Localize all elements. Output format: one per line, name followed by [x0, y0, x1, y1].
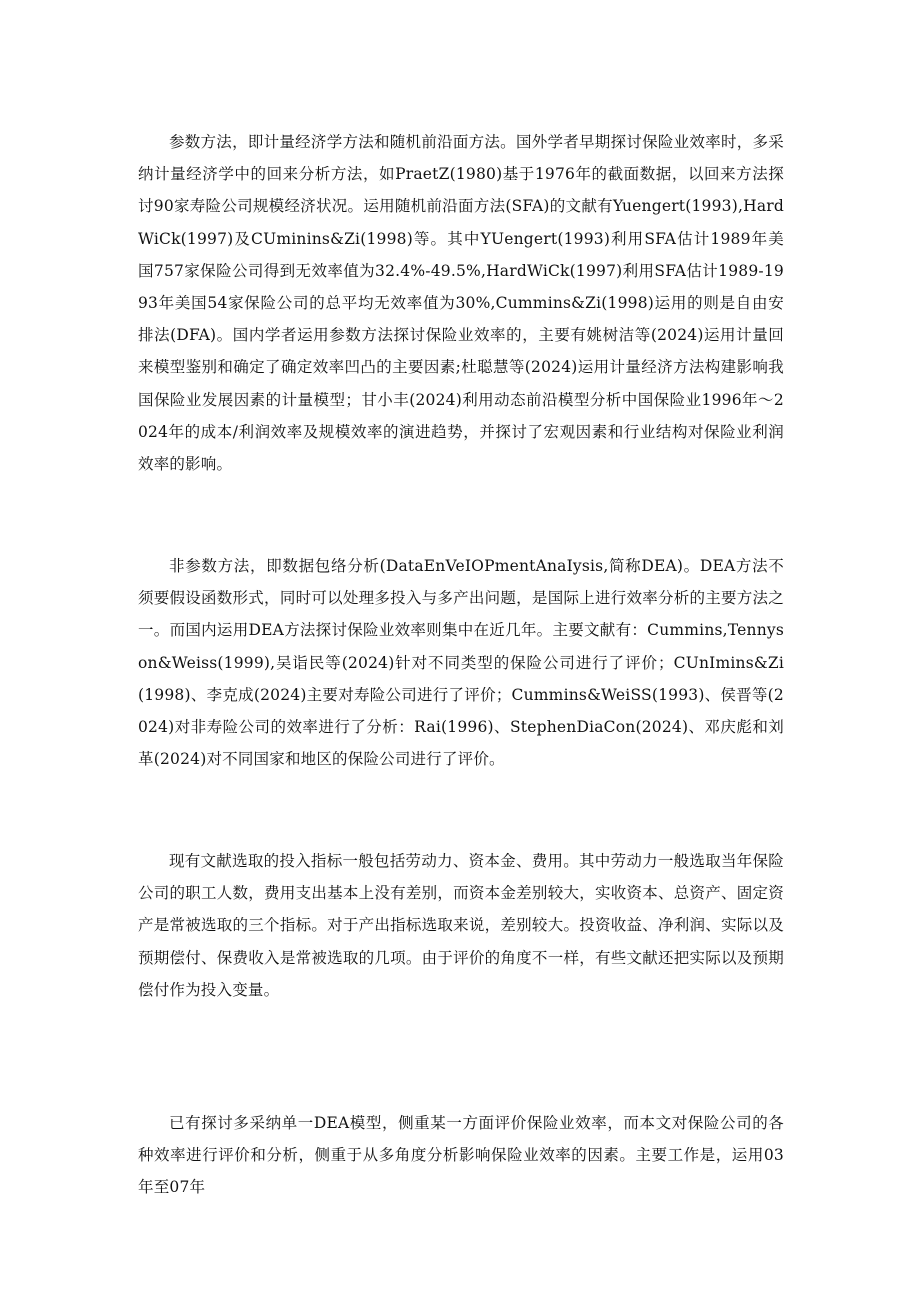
paragraph-research-approach: 已有探讨多采纳单一DEA模型，侧重某一方面评价保险业效率，而本文对保险公司的各种效率进行评价和分析，侧重于从多角度分析影响保险业效率的因素。主要工作是，运用03年至07年 [138, 1114, 784, 1197]
paragraph-input-output-indicators: 现有文献选取的投入指标一般包括劳动力、资本金、费用。其中劳动力一般选取当年保险公司的职工人数，费用支出基本上没有差别，而资本金差别较大，实收资本、总资产、固定资产是常被选取的三个指标。对于产出指标选取来说，差别较大。投资收益、净利润、实际以及预期偿付、保费收入是常被选取的几项。由于评价的角度不一样，有些文献还把实际以及预期偿付作为投入变量。 [138, 852, 784, 999]
paragraph-nonparametric-methods: 非参数方法，即数据包络分析(DataEnVeIOPmentAnaIysis,简称DEA)。DEA方法不须要假设函数形式，同时可以处理多投入与多产出问题，是国际上进行效率分析的主要方法之一。而国内运用DEA方法探讨保险业效率则集中在近几年。主要文献有：Cummins,Tennyson&Weiss(1999),吴诣民等(2024)针对不同类型的保险公司进行了评价；CUnImins&Zi(1998)、李克成(2024)主要对寿险公司进行了评价；Cummins&WeiSS(1993)、侯晋等(2024)对非寿险公司的效率进行了分析：Rai(1996)、StephenDiaCon(2024)、邓庆彪和刘革(2024)对不同国家和地区的保险公司进行了评价。 [138, 557, 784, 769]
paragraph-parametric-methods: 参数方法，即计量经济学方法和随机前沿面方法。国外学者早期探讨保险业效率时，多采纳计量经济学中的回来分析方法，如PraetZ(1980)基于1976年的截面数据，以回来方法探讨90家寿险公司规模经济状况。运用随机前沿面方法(SFA)的文献有Yuengert(1993),HardWiCk(1997)及CUminins&Zi(1998)等。其中YUengert(1993)利用SFA估计1989年美国757家保险公司得到无效率值为32.4%-49.5%,HardWiCk(1997)利用SFA估计1989-1993年美国54家保险公司的总平均无效率值为30%,Cummins&Zi(1998)运用的则是自由安排法(DFA)。国内学者运用参数方法探讨保险业效率的，主要有姚树洁等(2024)运用计量回来模型鉴别和确定了确定效率凹凸的主要因素;杜聪慧等(2024)运用计量经济方法构建影响我国保险业发展因素的计量模型；甘小丰(2024)利用动态前沿模型分析中国保险业1996年～2024年的成本/利润效率及规模效率的演进趋势，并探讨了宏观因素和行业结构对保险业利润效率的影响。 [138, 133, 784, 474]
